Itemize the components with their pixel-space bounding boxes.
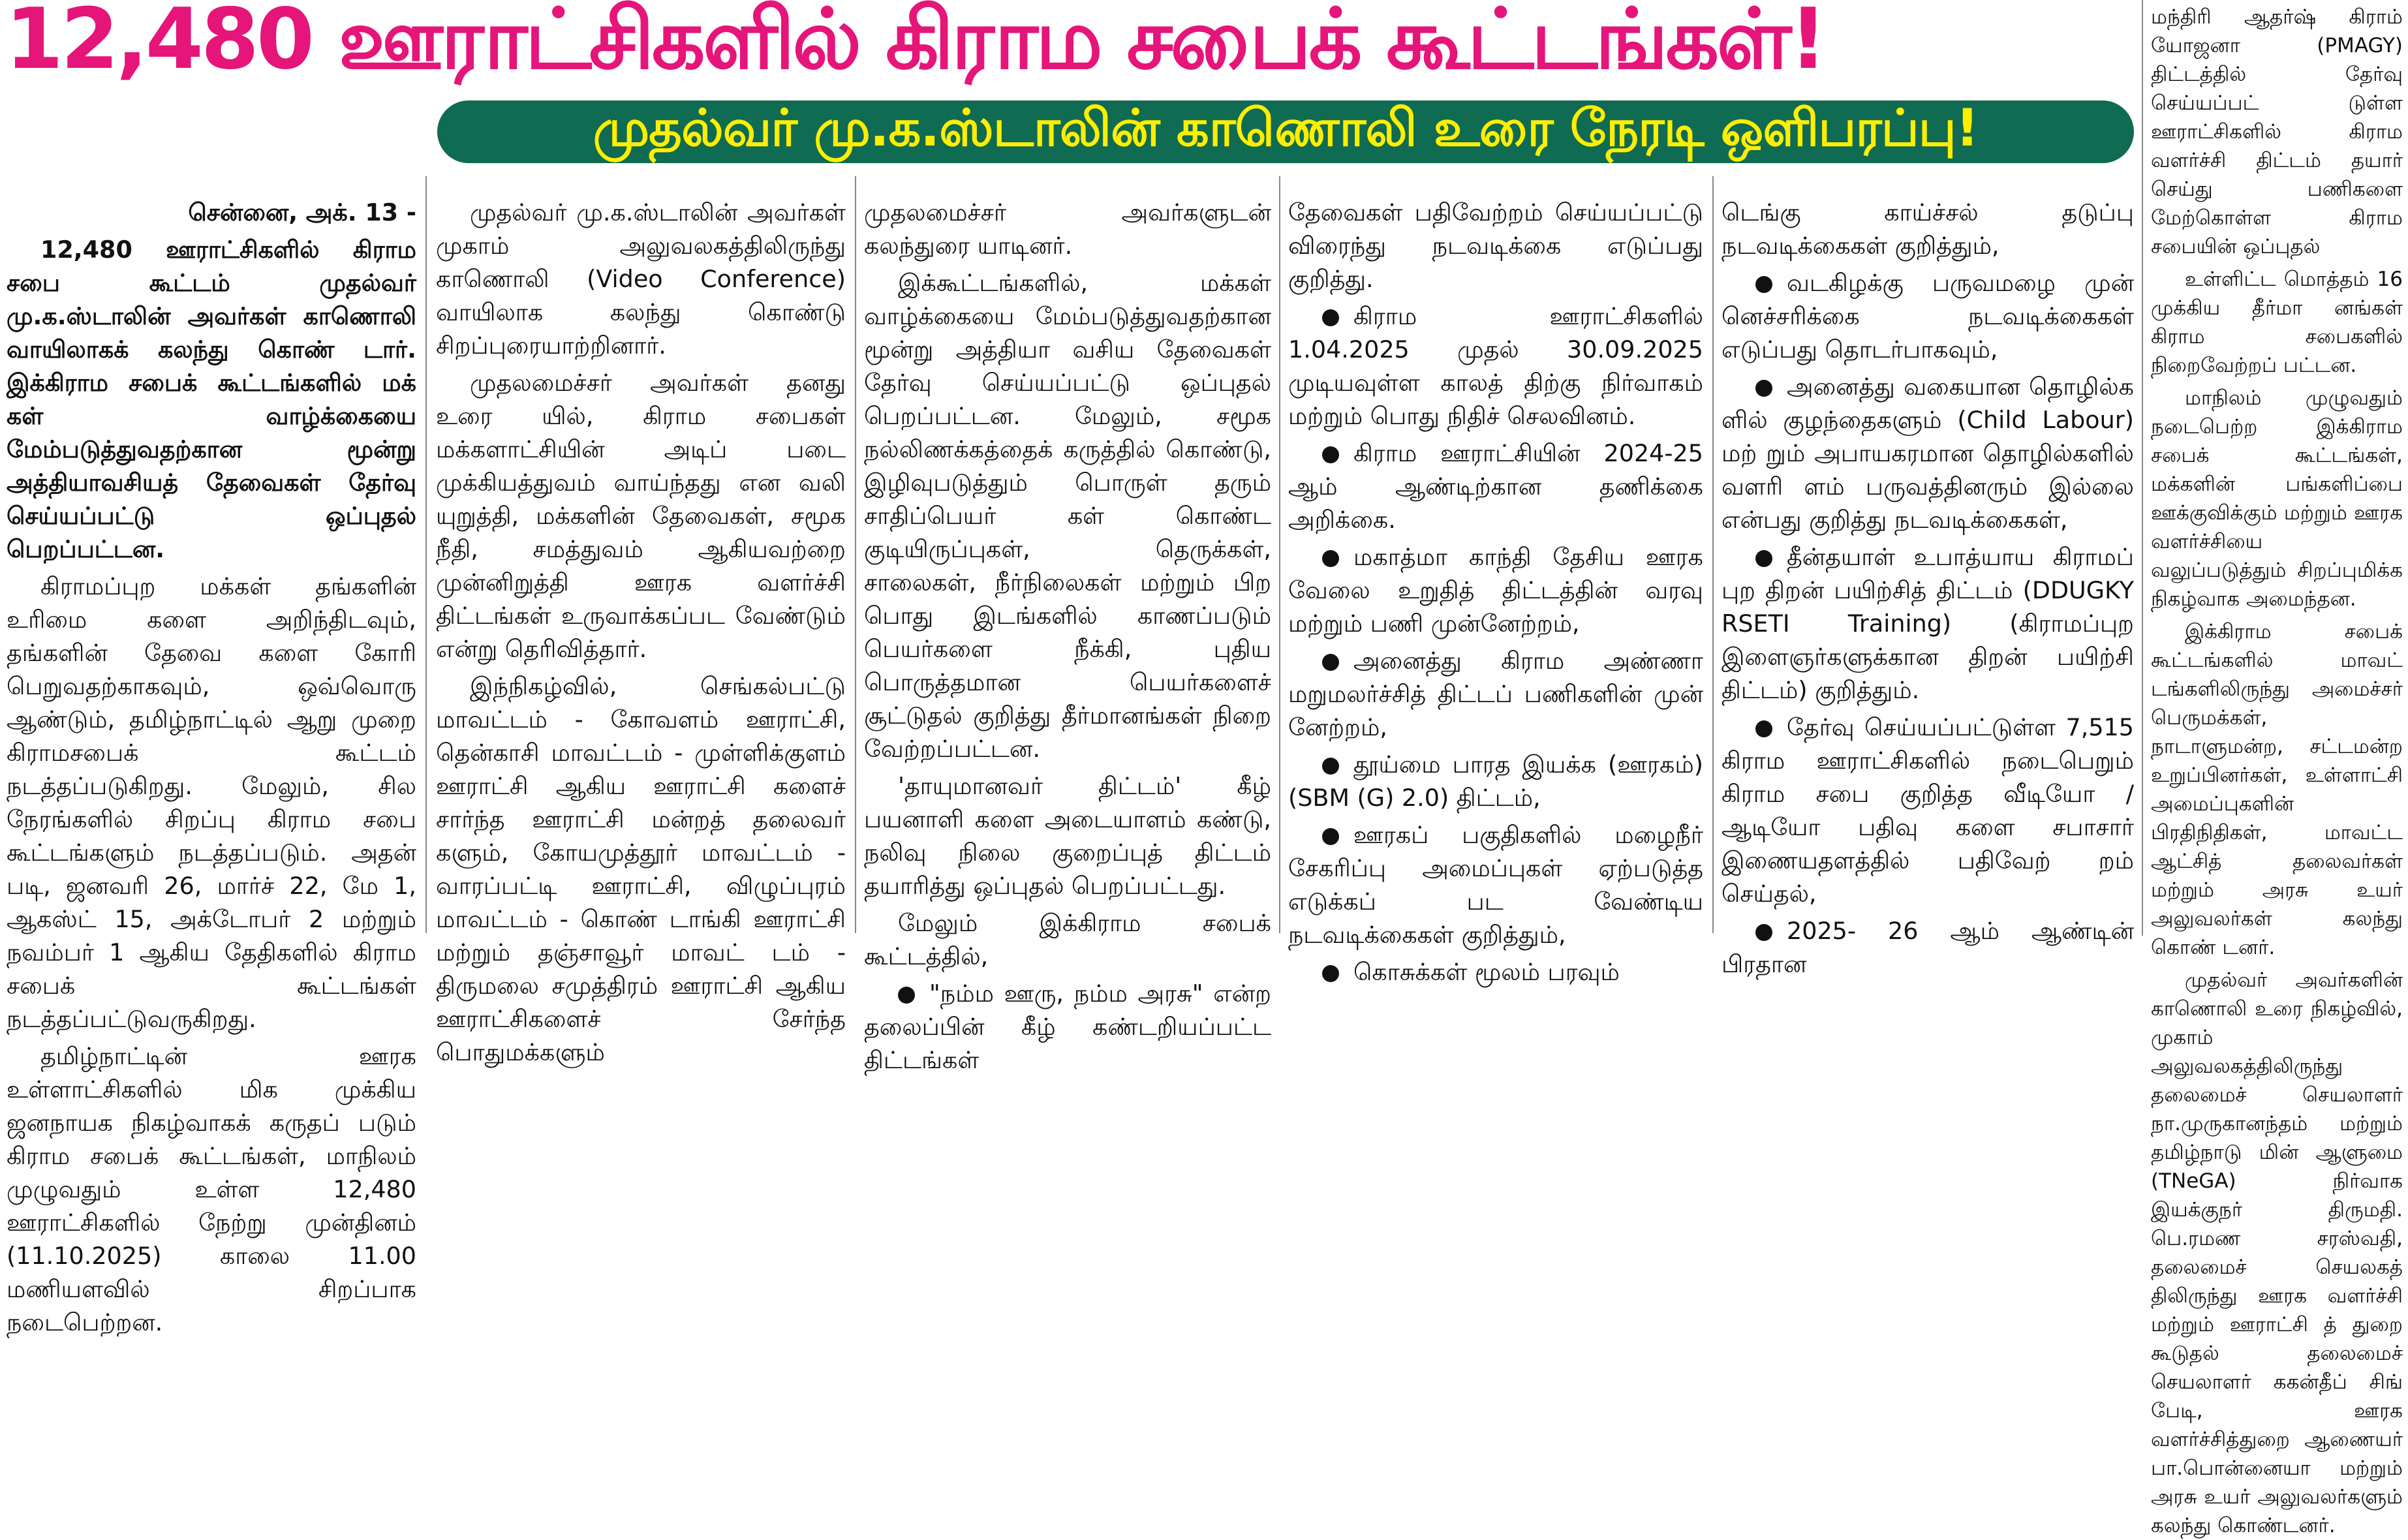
column-divider (2142, 0, 2143, 936)
paragraph: மாநிலம் முழுவதும் நடைபெற்ற இக்கிராம சபைக் கூட்டங்கள், மக்களின் பங்களிப்பை ஊக்குவிக்கும் மற்றும் ஊரக வளர்ச்சியை வலுப்படுத்தும் சிறப்புமிக்க நிகழ்வாக அமைந்தன. (2151, 386, 2403, 611)
bullet-text: அனைத்து வகையான தொழில்க ளில் குழந்தைகளும் (Child Labour) மற் றும் அபாயகரமான தொழில்களில் வளரி ளம் பருவத்தினரும் இல்லை என்பது குறித்து நடவடிக்கைகள், (1721, 373, 2134, 534)
paragraph: 'தாயுமானவர் திட்டம்' கீழ் பயனாளி களை அடையாளம் கண்டு, நலிவு நிலை குறைப்புத் திட்டம் தயாரித்து ஒப்புதல் பெறப்பட்டது. (864, 772, 1271, 900)
paragraph: இக்கிராம சபைக் கூட்டங்களில் மாவட் டங்களிலிருந்து அமைச்சர் பெருமக்கள், நாடாளுமன்ற, சட்டமன்ற உறுப்பினர்கள், உள்ளாட்சி அமைப்புகளின் பிரதிநிதிகள், மாவட்ட ஆட்சித் தலைவர்கள் மற்றும் அரசு உயர் அலுவலர்கள் கலந்து கொண் டனர். (2151, 620, 2403, 959)
bullet-text: கிராம ஊராட்சிகளில் 1.04.2025 முதல் 30.09.2025 முடியவுள்ள காலத் திற்கு நிர்வாகம் மற்றும் பொது நிதிச் செலவினம். (1288, 302, 1703, 430)
bullet-item (1721, 540, 2134, 707)
paragraph: இக்கூட்டங்களில், மக்கள் வாழ்க்கையை மேம்படுத்துவதற்கான மூன்று அத்தியா வசிய தேவைகள் தேர்வு செய்யப்பட்டு ஒப்புதல் பெறப்பட்டன. மேலும், சமூக நல்லிணக்கத்தைக் கருத்தில் கொண்டு, இழிவுபடுத்தும் பொருள் தரும் சாதிப்பெயர் கள் கொண்ட குடியிருப்புகள், தெருக்கள், சாலைகள், நீர்நிலைகள் மற்றும் பிற பொது இடங்களில் காணப்படும் பெயர்களை நீக்கி, புதிய பொருத்தமான பெயர்களைச் சூட்டுதல் குறித்து தீர்மானங்கள் நிறை வேற்றப்பட்டன. (864, 269, 1271, 763)
paragraph: முதலமைச்சர் அவர்களுடன் கலந்துரை யாடினர். (864, 198, 1271, 260)
paragraph: இந்நிகழ்வில், செங்கல்பட்டு மாவட்டம் - கோவளம் ஊராட்சி, தென்காசி மாவட்டம் - முள்ளிக்குளம் ஊராட்சி ஆகிய ஊராட்சி களைச் சார்ந்த ஊராட்சி மன்றத் தலைவர் களும், கோயமுத்தூர் மாவட்டம் - வாரப்பட்டி ஊராட்சி, விழுப்புரம் மாவட்டம் - கொண் டாங்கி ஊராட்சி மற்றும் தஞ்சாவூர் மாவட் டம் - திருமலை சமுத்திரம் ஊராட்சி ஆகிய ஊராட்சிகளைச் சேர்ந்த பொதுமக்களும் (436, 672, 846, 1066)
article-column-3 (864, 196, 1271, 1074)
bullet-text: கிராம ஊராட்சியின் 2024-25 ஆம் ஆண்டிற்கான தணிக்கை அறிக்கை. (1288, 439, 1703, 534)
bullet-icon (1322, 758, 1339, 775)
bullet-item (864, 977, 1271, 1077)
bullet-icon (1322, 550, 1339, 567)
bullet-text: கொசுக்கள் மூலம் பரவும் (1353, 958, 1620, 986)
paragraph: மந்திரி ஆதர்ஷ் கிராம் யோஜனா (PMAGY) திட்டத்தில் தேர்வு செய்யப்பட் டுள்ள ஊராட்சிகளில் கிராம வளர்ச்சி திட்டம் தயார் செய்து பணிகளை மேற்கொள்ள கிராம சபையின் ஒப்புதல் (2151, 5, 2403, 258)
bullet-text: வடகிழக்கு பருவமழை முன் னெச்சரிக்கை நடவடிக்கைகள் எடுப்பது தொடர்பாகவும், (1721, 269, 2134, 363)
article-column-6 (2151, 3, 2403, 1537)
article-column-2 (436, 196, 846, 1066)
subheadline: முதல்வர் மு.க.ஸ்டாலின் காணொலி உரை நேரடி ஒளிபரப்பு! (593, 99, 1979, 158)
bullet-item (1288, 955, 1703, 989)
column-divider (425, 176, 427, 933)
bullet-icon (1322, 446, 1339, 463)
lead-paragraph: 12,480 ஊராட்சிகளில் கிராம சபை கூட்டம் முதல்வர் மு.க.ஸ்டாலின் அவர்கள் காணொலி வாயிலாகக் கலந்து கொண் டார். இக்கிராம சபைக் கூட்டங்களில் மக் கள் வாழ்க்கையை மேம்படுத்துவதற்கான மூன்று அத்தியாவசியத் தேவைகள் தேர்வு செய்யப்பட்டு ஒப்புதல் பெறப்பட்டன. (7, 236, 416, 563)
bullet-item (1721, 266, 2134, 366)
bullet-icon (1322, 965, 1339, 982)
paragraph: தமிழ்நாட்டின் ஊரக உள்ளாட்சிகளில் மிக முக்கிய ஜனநாயக நிகழ்வாகக் கருதப் படும் கிராம சபைக் கூட்டங்கள், மாநிலம் முழுவதும் உள்ள 12,480 ஊராட்சிகளில் நேற்று முன்தினம் (11.10.2025) காலை 11.00 மணியளவில் சிறப்பாக நடைபெற்றன. (7, 1042, 416, 1336)
subheadline-banner (437, 100, 2134, 163)
column-divider (855, 176, 856, 933)
paragraph: தேவைகள் பதிவேற்றம் செய்யப்பட்டு விரைந்து நடவடிக்கை எடுப்பது குறித்து. (1288, 198, 1703, 293)
bullet-icon (1322, 828, 1339, 845)
bullet-icon (1755, 924, 1772, 941)
paragraph: உள்ளிட்ட மொத்தம் 16 முக்கிய தீர்மா னங்கள் கிராம சபைகளில் நிறைவேற்றப் பட்டன. (2151, 268, 2403, 377)
bullet-item (1288, 748, 1703, 814)
bullet-icon (1755, 550, 1772, 567)
bullet-item (1721, 711, 2134, 910)
bullet-icon (898, 987, 915, 1004)
bullet-item (1288, 644, 1703, 744)
bullet-icon (1755, 380, 1772, 397)
bullet-text: 2025- 26 ஆம் ஆண்டின் பிரதான (1721, 917, 2134, 978)
bullet-text: அனைத்து கிராம அண்ணா மறுமலர்ச்சித் திட்டப் பணிகளின் முன் னேற்றம், (1288, 647, 1703, 741)
bullet-text: மகாத்மா காந்தி தேசிய ஊரக வேலை உறுதித் திட்டத்தின் வரவு மற்றும் பணி முன்னேற்றம், (1288, 543, 1703, 638)
bullet-item (1288, 437, 1703, 536)
bullet-text: தீன்தயாள் உபாத்யாய கிராமப் புற திறன் பயிற்சித் திட்டம் (DDUGKY RSETI Training) (கிராமப்புற இளைஞர்களுக்கான திறன் பயிற்சி திட்டம்) குறித்தும். (1721, 543, 2134, 704)
bullet-item (1288, 300, 1703, 433)
column-divider (1712, 176, 1714, 933)
paragraph: மேலும் இக்கிராம சபைக் கூட்டத்தில், (864, 909, 1271, 970)
paragraph: கிராமப்புற மக்கள் தங்களின் உரிமை களை அறிந்திடவும், தங்களின் தேவை களை கோரி பெறுவதற்காகவும், ஒவ்வொரு ஆண்டும், தமிழ்நாட்டில் ஆறு முறை கிராமசபைக் கூட்டம் நடத்தப்படுகிறது. மேலும், சில நேரங்களில் சிறப்பு கிராம சபை கூட்டங்களும் நடத்தப்படும். அதன் படி, ஜனவரி 26, மார்ச் 22, மே 1, ஆகஸ்ட் 15, அக்டோபர் 2 மற்றும் நவம்பர் 1 ஆகிய தேதிகளில் கிராம சபைக் கூட்டங்கள் நடத்தப்பட்டுவருகிறது. (7, 572, 416, 1033)
bullet-item (1721, 370, 2134, 536)
article-column-4 (1288, 196, 1703, 986)
bullet-icon (1755, 276, 1772, 293)
bullet-item (1288, 818, 1703, 951)
bullet-text: ஊரகப் பகுதிகளில் மழைநீர் சேகரிப்பு அமைப்புகள் ஏற்படுத்த எடுக்கப் பட வேண்டிய நடவடிக்கைகள் குறித்தும், (1288, 821, 1703, 949)
bullet-icon (1755, 720, 1772, 737)
paragraph: முதல்வர் அவர்களின் காணொலி உரை நிகழ்வில், முகாம் அலுவலகத்திலிருந்து தலைமைச் செயலாளர் நா.முருகானந்தம் மற்றும் தமிழ்நாடு மின் ஆளுமை (TNeGA) நிர்வாக இயக்குநர் திருமதி. பெ.ரமண சரஸ்வதி, தலைமைச் செயலகத் திலிருந்து ஊரக வளர்ச்சி மற்றும் ஊராட்சி த் துறை கூடுதல் தலைமைச் செயலாளர் ககன்தீப் சிங் பேடி, ஊரக வளர்ச்சித்துறை ஆணையர் பா.பொன்னையா மற்றும் அரசு உயர் அலுவலர்களும் கலந்து கொண்டனர். (2151, 968, 2403, 1537)
bullet-text: தூய்மை பாரத இயக்க (ஊரகம்) (SBM (G) 2.0) திட்டம், (1288, 750, 1703, 812)
paragraph: டெங்கு காய்ச்சல் தடுப்பு நடவடிக்கைகள் குறித்தும், (1721, 198, 2134, 260)
bullet-icon (1322, 309, 1339, 326)
paragraph: முதலமைச்சர் அவர்கள் தனது உரை யில், கிராம சபைகள் மக்களாட்சியின் அடிப் படை முக்கியத்துவம் வாய்ந்தது என வலி யுறுத்தி, மக்களின் தேவைகள், சமூக நீதி, சமத்துவம் ஆகியவற்றை முன்னிறுத்தி ஊரக வளர்ச்சி திட்டங்கள் உருவாக்கப்பட வேண்டும் என்று தெரிவித்தார். (436, 369, 846, 663)
bullet-text: தேர்வு செய்யப்பட்டுள்ள 7,515 கிராம ஊராட்சிகளில் நடைபெறும் கிராம சபை குறித்த வீடியோ / ஆடியோ பதிவு களை சபாசார் இணையதளத்தில் பதிவேற் றம் செய்தல், (1721, 713, 2134, 908)
bullet-icon (1322, 654, 1339, 671)
bullet-item (1288, 540, 1703, 640)
dateline: சென்னை, அக். 13 - (188, 198, 416, 226)
paragraph: முதல்வர் மு.க.ஸ்டாலின் அவர்கள் முகாம் அலுவலகத்திலிருந்து காணொலி (Video Conference) வாயிலாக கலந்து கொண்டு சிறப்புரையாற்றினார். (436, 198, 846, 360)
headline: 12,480 ஊராட்சிகளில் கிராம சபைக் கூட்டங்கள்! (5, 0, 1825, 88)
bullet-text: "நம்ம ஊரு, நம்ம அரசு" என்ற தலைப்பின் கீழ் கண்டறியப்பட்ட திட்டங்கள் (864, 979, 1271, 1074)
column-divider (1279, 176, 1280, 933)
article-column-1 (7, 196, 416, 1336)
article-column-5 (1721, 196, 2134, 978)
bullet-item (1721, 914, 2134, 981)
